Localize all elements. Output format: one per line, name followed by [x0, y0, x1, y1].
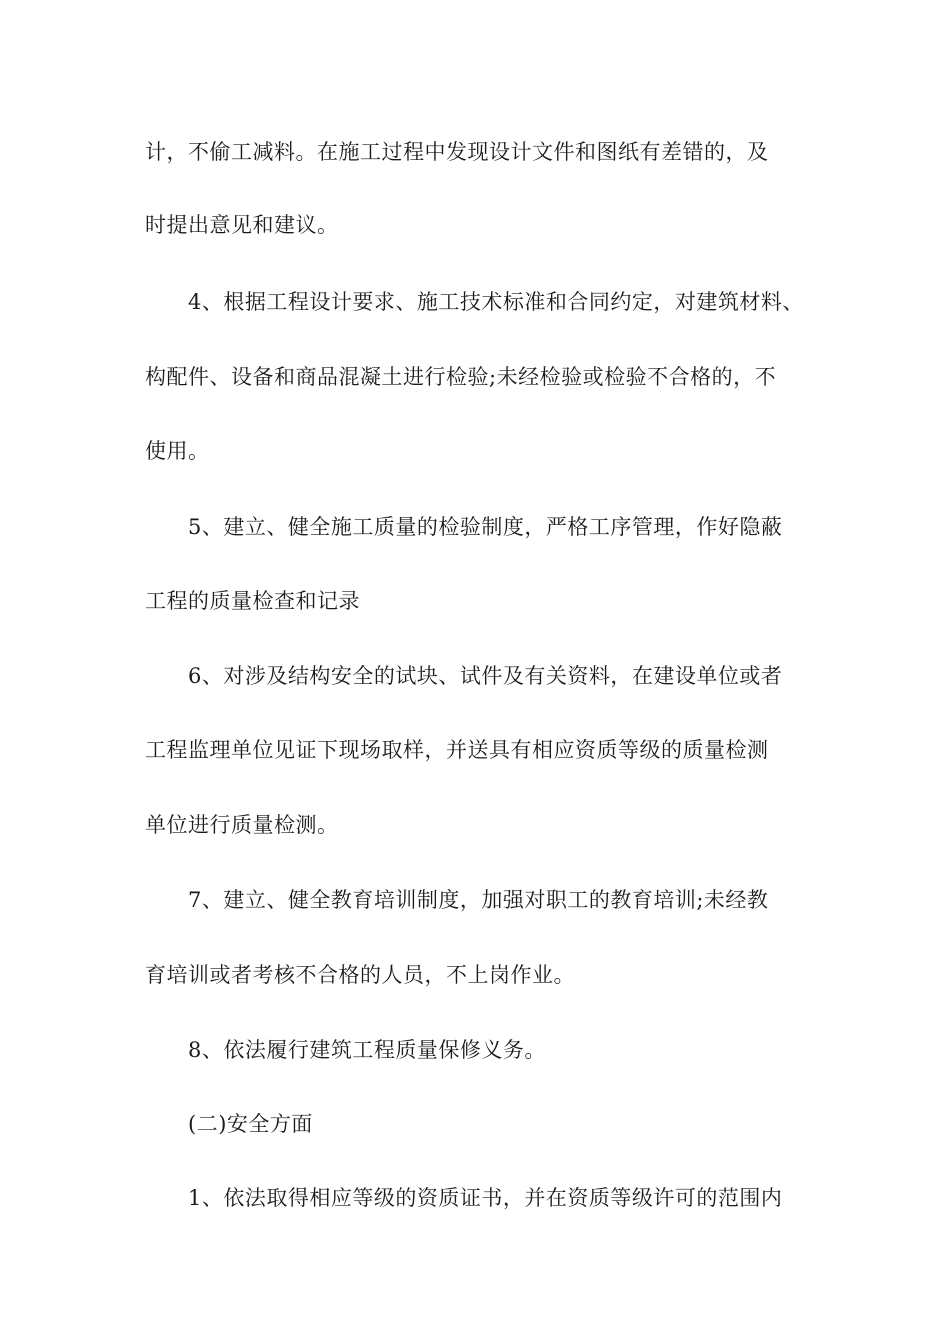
- text-line: 育培训或者考核不合格的人员，不上岗作业。: [145, 963, 575, 987]
- text-line: 工程的质量检查和记录: [145, 589, 360, 613]
- text-line: 1、依法取得相应等级的资质证书，并在资质等级许可的范围内: [188, 1186, 783, 1210]
- text-line: 6、对涉及结构安全的试块、试件及有关资料，在建设单位或者: [188, 664, 783, 688]
- text-line: 5、建立、健全施工质量的检验制度，严格工序管理，作好隐蔽: [188, 515, 783, 539]
- text-line: 8、依法履行建筑工程质量保修义务。: [188, 1038, 546, 1062]
- text-line: 7、建立、健全教育培训制度，加强对职工的教育培训;未经教: [188, 888, 769, 912]
- text-line: 工程监理单位见证下现场取样，并送具有相应资质等级的质量检测: [145, 738, 769, 762]
- text-line: 4、根据工程设计要求、施工技术标准和合同约定，对建筑材料、: [188, 290, 804, 314]
- text-line: 单位进行质量检测。: [145, 813, 339, 837]
- section-heading: (二)安全方面: [188, 1112, 313, 1136]
- text-line: 使用。: [145, 439, 210, 463]
- text-line: 构配件、设备和商品混凝土进行检验;未经检验或检验不合格的，不: [145, 365, 777, 389]
- text-line: 计，不偷工减料。在施工过程中发现设计文件和图纸有差错的，及: [145, 140, 769, 164]
- text-line: 时提出意见和建议。: [145, 213, 339, 237]
